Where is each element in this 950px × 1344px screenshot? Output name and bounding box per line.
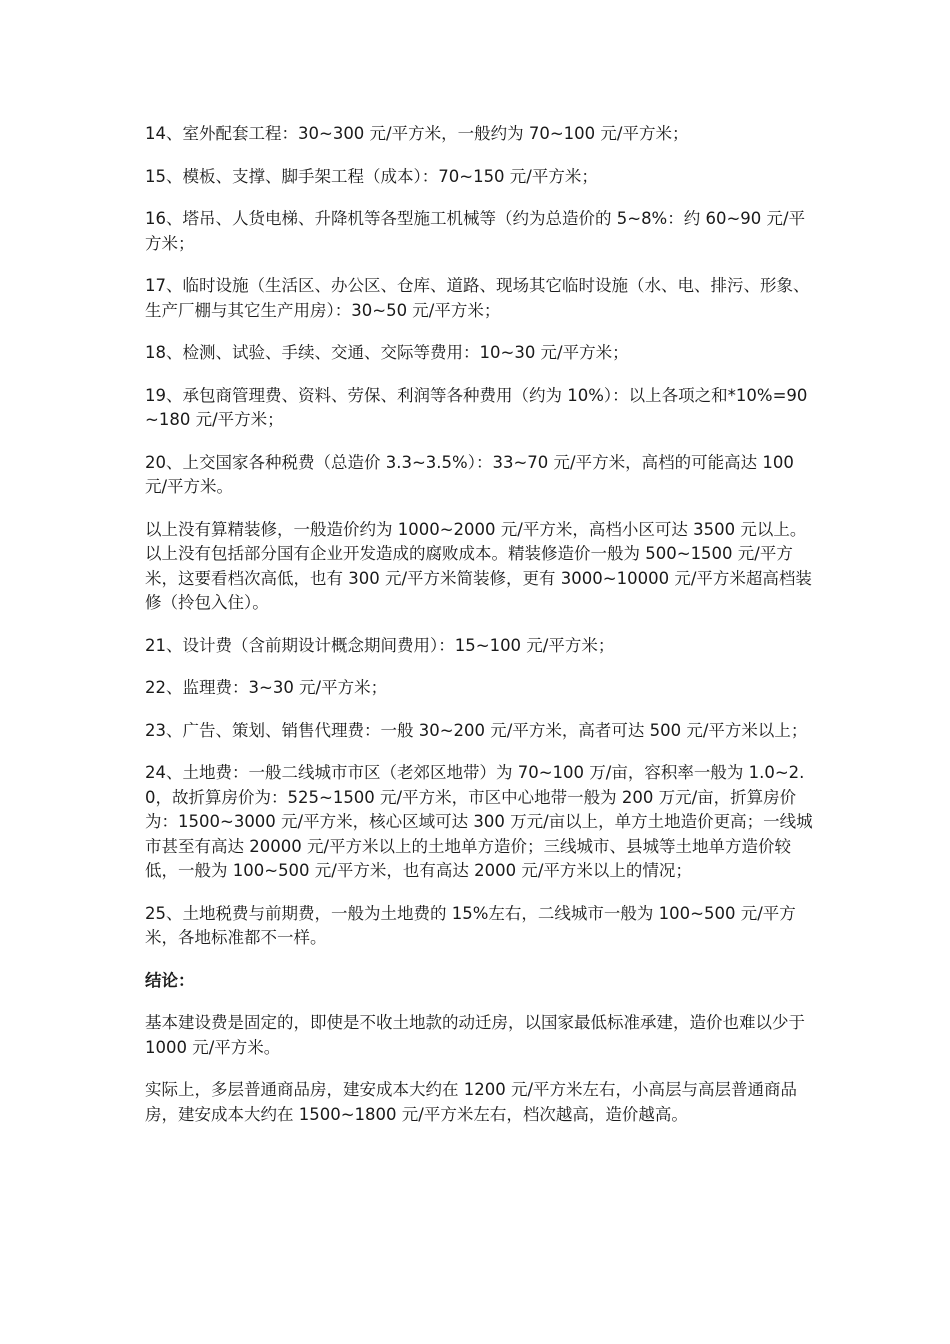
item-21: 21、设计费（含前期设计概念期间费用）：15~100 元/平方米；	[145, 635, 615, 655]
conclusion-paragraph-1: 基本建设费是固定的，即使是不收土地款的动迁房，以国家最低标准承建，造价也难以少于 1000 元/平方米。	[145, 1013, 805, 1057]
item-23: 23、广告、策划、销售代理费：一般 30~200 元/平方米，高者可达 500 元/平方米以上；	[145, 720, 808, 740]
item-20: 20、上交国家各种税费（总造价 3.3~3.5%）：33~70 元/平方米，高档的可能高达 100 元/平方米。	[145, 452, 794, 496]
conclusion-heading: 结论：	[145, 970, 195, 990]
item-16: 16、塔吊、人货电梯、升降机等各型施工机械等（约为总造价的 5~8%：约 60~90 元/平方米；	[145, 209, 806, 253]
item-17: 17、临时设施（生活区、办公区、仓库、道路、现场其它临时设施（水、电、排污、形象、生产厂棚与其它生产用房）：30~50 元/平方米；	[145, 276, 810, 320]
conclusion-paragraph-2: 实际上，多层普通商品房，建安成本大约在 1200 元/平方米左右，小高层与高层普通商品房，建安成本大约在 1500~1800 元/平方米左右，档次越高，造价越高。	[145, 1080, 798, 1124]
item-24: 24、土地费：一般二线城市市区（老郊区地带）为 70~100 万/亩，容积率一般为 1.0~2.0，故折算房价为：525~1500 元/平方米，市区中心地带一般为 200 万元/亩，折算房价为：1500~3000 元/平方米，核心区域可达 300 万元/亩以上，单方土地造价更高；一线城市甚至有高达 20000 元/平方米以上的土地单方造价；三线城市、县城等土地单方造价较低，一般为 100~500 元/平方米，也有高达 2000 元/平方米以上的情况；	[145, 763, 813, 880]
item-15: 15、模板、支撑、脚手架工程（成本）：70~150 元/平方米；	[145, 166, 598, 186]
item-25: 25、土地税费与前期费，一般为土地费的 15%左右，二线城市一般为 100~500 元/平方米，各地标准都不一样。	[145, 903, 796, 947]
document-body	[145, 122, 817, 1145]
decoration-note: 以上没有算精装修，一般造价约为 1000~2000 元/平方米，高档小区可达 3500 元以上。以上没有包括部分国有企业开发造成的腐败成本。精装修造价一般为 500~1500 元/平方米，这要看档次高低，也有 300 元/平方米简装修，更有 3000~10000 元/平方米超高档装修（拎包入住）。	[145, 519, 812, 612]
item-18: 18、检测、试验、手续、交通、交际等费用：10~30 元/平方米；	[145, 343, 629, 362]
item-22: 22、监理费：3~30 元/平方米；	[145, 678, 388, 697]
item-14: 14、室外配套工程：30~300 元/平方米，一般约为 70~100 元/平方米；	[145, 124, 689, 143]
item-19: 19、承包商管理费、资料、劳保、利润等各种费用（约为 10%）：以上各项之和*10%=90~180 元/平方米；	[145, 385, 808, 429]
